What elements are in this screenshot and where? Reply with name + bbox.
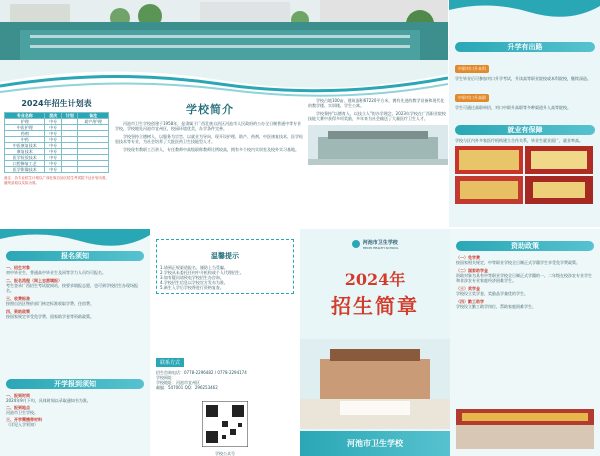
qq-value: 296253462 [194, 385, 218, 390]
intro-right-para-2: 学校秉持"以德育人、以技立人"的办学理念，2023年学校在广西职业院校技能大赛中获得多项奖励，多年来为社会输送了大量医疗卫生人才。 [308, 111, 446, 121]
cover-building-photo [300, 339, 450, 429]
phone-value: 0778-2296482 / 0778-2294174 [184, 370, 247, 375]
plan-table [4, 112, 109, 173]
intro-para-2: 学校坚持立德树人，以服务为宗旨、以就业为导向，现开设护理、助产、药剂、中医康复技术、医学检验技术等专业，为社会培养了大批医药卫生技能型人才。 [115, 134, 303, 144]
group-photo [456, 409, 594, 449]
plan-table-cell: 医学影像技术 [5, 167, 45, 173]
bottom-brochure-panel [0, 229, 600, 456]
plan-table-cell: 中医康复技术 [5, 143, 45, 149]
intro-header [115, 98, 305, 117]
plan-table-cell: 康复技术 [5, 149, 45, 155]
aid-s2: （二）国家助学金 [456, 268, 488, 273]
postcode-value: 547001 [168, 385, 184, 390]
aid-title: 资助政策 [511, 242, 539, 250]
tips-column [150, 229, 300, 456]
promotion-item-1-text: 学生毕业后可参加对口升学考试，升读高等职业院校或本科院校，继续深造。 [455, 76, 591, 81]
plan-table-cell: 中专 [45, 119, 61, 125]
award-image-4 [525, 176, 593, 204]
award-image-1 [455, 146, 523, 174]
aid-section [456, 241, 594, 309]
cover-year: 2024年 [344, 270, 406, 289]
enroll-title: 报名须知 [61, 252, 89, 260]
intro-right-para-1: 学校占地100亩，建筑面积67220平方米，拥有先进的教学设备和现代化的教学楼、实训楼、学生公寓。 [308, 98, 445, 108]
enroll-s3-text: 按照自治区物价部门核定标准收取学费、住宿费。 [6, 301, 94, 306]
address-label: 学校地址： [156, 380, 176, 385]
plan-note: 备注：各专业招生计划以广西壮族自治区招生考试院下达计划为准，最终录取以实际为准。 [4, 176, 109, 185]
tips-header [160, 243, 290, 262]
tips-title: 温馨提示 [211, 252, 239, 260]
enroll-s1: 一、招生对象 [6, 265, 30, 270]
enroll-s2-text: 考生登录广西招生考试院网站，按要求填报志愿，也可到学校招生办现场报名。 [6, 283, 138, 293]
contact-section [156, 349, 294, 390]
plan-table-cell: 中专 [45, 161, 61, 167]
employment-text: 学校与区内外多家医疗机构建立合作关系，毕业生就业面广，就业率高。 [455, 138, 583, 143]
plan-column-header: 专业名称 [5, 113, 45, 119]
plan-table-cell: 护理 [5, 119, 45, 125]
report-s1-text: 2024年9月下旬，具体时间以录取通知书为准。 [6, 398, 91, 403]
award-image-3 [455, 176, 523, 204]
promotion-item-2-text: 学生可通过高职单招、对口中职升高职等多种渠道升入高等院校。 [455, 105, 571, 110]
aid-title-bar [456, 241, 594, 251]
aid-s3: （三）奖学金 [456, 286, 480, 291]
plan-title: 2024年招生计划表 [21, 99, 92, 108]
enroll-s3: 三、收费标准 [6, 296, 30, 301]
promotion-section [455, 42, 595, 110]
cover-bottom-name: 河池市卫生学校 [347, 439, 403, 448]
tips-box [156, 239, 294, 294]
cover-main-title: 招生简章 [331, 294, 419, 318]
contact-title: 联系方式 [156, 358, 184, 367]
report-s3-text: （详见入学须知） [6, 422, 38, 427]
intro-para-1: 河池市卫生学校创建于1958年，是隶属于广西壮族自治区河池市人民政府的公办全日制普通中等专业学校，学校地处河池市宜州区，校园环境优美，办学条件完善。 [115, 121, 302, 131]
phone-label: 招生咨询电话： [156, 370, 184, 375]
enroll-column [0, 229, 150, 456]
right-wave [449, 0, 600, 30]
postcode-label: 邮编： [156, 385, 168, 390]
aid-s3-text: 学校设立奖学金，奖励品学兼优的学生。 [456, 291, 528, 296]
report-s2: 二、报到地点 [6, 405, 30, 410]
plan-table-row [5, 167, 109, 173]
top-brochure-panel [0, 0, 600, 227]
intro-title: 学校简介 [186, 103, 234, 116]
plan-table-cell: 中专 [45, 125, 61, 131]
plan-table-cell: 中专 [45, 155, 61, 161]
report-title: 开学报到须知 [54, 380, 96, 388]
report-s3: 三、开学需携带材料 [6, 417, 42, 422]
enroll-s4-text: 按国家规定享受免学费、国家助学金等资助政策。 [6, 314, 94, 319]
report-section [6, 379, 144, 427]
qq-label: QQ： [184, 385, 195, 390]
enroll-wave [0, 229, 150, 249]
employment-section [455, 125, 595, 204]
plan-table-row [5, 119, 109, 125]
plan-table-cell: 中医护理 [5, 125, 45, 131]
plan-table-cell: 中专 [45, 143, 61, 149]
intro-section [115, 98, 305, 223]
plan-column-header: 备注 [78, 113, 109, 119]
plan-table-cell: 中专 [45, 167, 61, 173]
promotion-title-bar [455, 42, 595, 52]
tips-p1: 1.请到正规渠道报名，谨防上当受骗。 [160, 265, 228, 270]
aid-s1: （一）免学费 [456, 255, 480, 260]
tips-p4: 4.学校招生信息以学校官方发布为准。 [160, 280, 228, 285]
promotion-title: 升学有出路 [507, 43, 543, 51]
wave-decoration [0, 62, 448, 102]
report-s2-text: 河池市卫生学校。 [6, 410, 38, 415]
enroll-s1-text: 初中毕业生、普通高中毕业生及同等学力人员均可报名。 [6, 270, 106, 275]
aid-s4: （四）勤工助学 [456, 299, 484, 304]
aid-s2-text: 资助对象为具有中等职业学校全日制正式学籍的一、二年级在校涉农专业学生和非涉农专业家庭经济困难学生。 [456, 273, 592, 283]
tips-p2: 2.学校从未委托任何中介机构或个人代理招生。 [160, 270, 244, 275]
promotion-item-2: 中职对口升高职 [455, 94, 489, 102]
qr-code-icon [202, 401, 248, 447]
plan-table-cell: 中专 [45, 149, 61, 155]
plan-table-cell: 医学检验技术 [5, 155, 45, 161]
aid-s4-text: 学校设立勤工助学岗位，帮助家庭困难学生。 [456, 304, 536, 309]
tips-p3: 3.如有疑问请致电学校招生办咨询。 [160, 275, 224, 280]
site-label: 学校网址： [156, 375, 176, 380]
plan-table-cell: 中专 [45, 137, 61, 143]
plan-table-cell: 口腔修复工艺 [5, 161, 45, 167]
cover-footer [300, 431, 450, 456]
cover-school-en: HECHI HEALTH SCHOOL [362, 245, 399, 250]
plan-section [4, 98, 109, 223]
award-image-2 [525, 146, 593, 174]
plan-table-cell: 药剂 [5, 131, 45, 137]
school-logo-icon [352, 240, 360, 248]
employment-title: 就业有保障 [507, 126, 543, 134]
plan-table-cell: 中专 [45, 131, 61, 137]
report-title-bar [6, 379, 144, 389]
qr-block [202, 401, 248, 456]
aid-column [450, 229, 600, 456]
enroll-section [6, 251, 144, 319]
enroll-title-bar [6, 251, 144, 261]
cover-title-block [300, 267, 450, 319]
plan-table-cell: 中药 [5, 137, 45, 143]
plan-column-header: 层次 [45, 113, 61, 119]
tips-p5: 5.新生入学后学校将进行资格复查。 [160, 285, 224, 290]
cover-column [300, 229, 450, 456]
plan-table-cell [61, 167, 77, 173]
cover-school-name: 河池市卫生学校 [362, 239, 398, 246]
cover-header [300, 229, 450, 259]
aid-s1-text: 按国家相关规定，中等职业学校全日制正式学籍学生享受免学费政策。 [456, 260, 580, 265]
report-s1: 一、报到时间 [6, 393, 30, 398]
plan-table-cell [78, 167, 109, 173]
contact-postcode-row [156, 385, 294, 390]
intro-right-section [308, 98, 448, 223]
promotion-item-1: 中职对口升本科 [455, 65, 489, 73]
plan-column-header: 计划 [61, 113, 77, 119]
enroll-s4: 四、资助政策 [6, 309, 30, 314]
campus-gate-photo [308, 125, 448, 165]
plan-table-cell: 助产/护理 [78, 119, 109, 125]
qr-caption: 学校公众号 [215, 451, 235, 456]
right-column [449, 0, 600, 227]
address-value: 河池市宜州区 [176, 380, 200, 385]
award-images [455, 146, 595, 204]
employment-title-bar [455, 125, 595, 135]
enroll-s2: 二、报名流程（网上志愿填报） [6, 278, 62, 283]
intro-para-3: 学校现有教职工百余人，专任教师中高级职称教师比例较高，拥有多个校内实训室及校外实习基地。 [123, 147, 299, 152]
